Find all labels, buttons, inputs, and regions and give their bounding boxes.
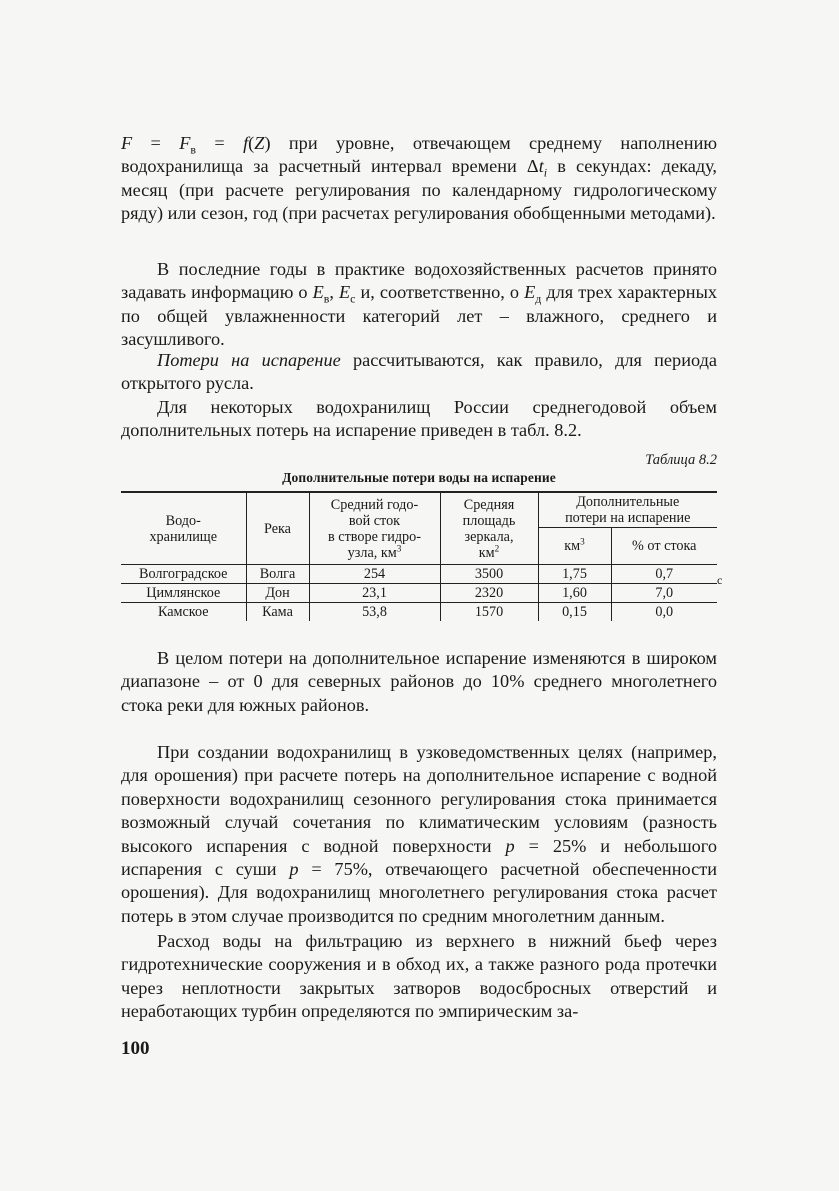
paragraph-text: рассчитываются, как правило, для периода открытого русла. (121, 350, 718, 394)
paragraph-text: и, соответственно, о (355, 282, 525, 303)
column-header-area (440, 492, 538, 565)
header-line: вой сток (348, 512, 401, 529)
paragraph: Для некоторых водохранилищ России среднегодовой объем дополнительных потерь на испарение приведен в табл. 8.2. (121, 397, 717, 441)
evaporation-losses-table (121, 491, 717, 621)
header-line: в створе гидро- (328, 528, 421, 545)
header-line: Водо- (165, 512, 201, 529)
formula-text: F (179, 133, 191, 153)
formula-text: p (289, 859, 299, 880)
paragraph-area-formula (121, 132, 717, 226)
header-superscript: 3 (580, 536, 585, 547)
formula-text: Z (254, 133, 265, 153)
page-number: 100 (121, 1038, 150, 1059)
header-superscript: 3 (396, 542, 402, 553)
paragraph-irrigation (121, 741, 717, 928)
paragraph-text: для трех характерных по общей увлажненности категорий лет – влажного, среднего и засушливого. (121, 282, 717, 350)
paragraph: В целом потери на дополнительное испарение изменяются в широком диапазоне – от 0 для северных районов до 10% среднего многолетнего стока реки для южных районов. (121, 648, 717, 715)
paragraph-text: , (329, 282, 339, 303)
formula-text: E (312, 282, 324, 303)
header-line: зеркала, (464, 528, 514, 545)
cell-percent: 7,0 (611, 584, 717, 603)
table-row (121, 565, 717, 584)
header-line: Средняя (463, 496, 515, 513)
formula-text: t (538, 156, 544, 177)
header-line: Средний годо- (330, 496, 419, 513)
paragraph-text: В последние годы в практике водохозяйственных расчетов принято задавать информацию о (121, 259, 717, 303)
cell-area: 1570 (440, 603, 538, 622)
paragraph-evaporation-losses (121, 349, 717, 396)
cell-area: 2320 (440, 584, 538, 603)
paragraph-range (121, 647, 717, 717)
cell-percent: 0,7 (611, 565, 717, 584)
formula-text: E (524, 282, 536, 303)
paragraph (121, 258, 717, 352)
cell-river: Дон (246, 584, 309, 603)
paragraph: Расход воды на фильтрацию из верхнего в нижний бьеф через гидротехнические сооружения и в обход их, а также разного рода протечки через неплотности закрытых затворов водосбросных отверстий и неработающих турбин определяются по эмпирическим за- (121, 931, 717, 1022)
cell-area: 3500 (440, 565, 538, 584)
cell-reservoir: Волгоградское (121, 565, 246, 584)
cell-runoff: 53,8 (309, 603, 440, 622)
formula-text: F (121, 133, 133, 153)
table-caption: Таблица 8.2 (645, 452, 717, 468)
formula-text: E (338, 282, 351, 303)
formula-text: ( (248, 133, 255, 153)
formula-subscript: в (323, 292, 330, 307)
header-line: км (478, 544, 495, 561)
formula-subscript: с (350, 292, 356, 307)
column-header-reservoir (121, 492, 246, 565)
cell-river: Волга (246, 565, 309, 584)
paragraph-text: = 75%, отвечающего расчетной обеспеченности орошения). Для водохранилищ многолетнего регулирования стока расчет потерь в этом случае производится по средним многолетним данным. (121, 859, 717, 926)
column-header-percent: % от стока (611, 528, 717, 565)
paragraph-filtration (121, 930, 717, 1024)
cell-km3: 1,75 (538, 565, 611, 584)
cell-reservoir: Камское (121, 603, 246, 622)
italic-term: Потери на испарение (157, 350, 341, 370)
header-line: хранилище (149, 528, 218, 545)
header-superscript: 2 (494, 542, 500, 553)
paragraph-table-reference (121, 396, 717, 443)
cell-km3: 0,15 (538, 603, 611, 622)
paragraph-text: в секундах: декаду, месяц (при расчете регулирования по календарному гидрологическому ряду) или сезон, год (при расчетах регулирования обобщенными методами). (121, 156, 717, 224)
column-header-losses (538, 492, 717, 528)
formula-text: p (505, 835, 515, 856)
formula-text: = (196, 133, 244, 153)
paragraph-text: При создании водохранилищ в узковедомственных целях (например, для орошения) при расчете потерь на дополнительное испарение с водной поверхности водохранилищ сезонного регулирования стока принимается возможный случай сочетания по климатическим условиям (разность высокого испарения с водной поверхности (121, 742, 717, 856)
column-header-runoff (309, 492, 440, 565)
header-line: потери на испарение (565, 510, 691, 526)
cell-river: Кама (246, 603, 309, 622)
paragraph-evaporation-info (121, 258, 717, 352)
cell-reservoir: Цимлянское (121, 584, 246, 603)
formula-subscript: i (543, 166, 548, 181)
header-line: Дополнительные (576, 494, 680, 510)
header-line: площадь (462, 512, 516, 529)
cell-runoff: 23,1 (309, 584, 440, 603)
table-row (121, 584, 717, 603)
column-header-km3 (538, 528, 611, 565)
paragraph (121, 132, 717, 226)
table-title: Дополнительные потери воды на испарение (282, 470, 556, 485)
cell-km3: 1,60 (538, 584, 611, 603)
paragraph-text: ) при уровне, отвечающем среднему наполнению водохранилища за расчетный интервал времени Δ (121, 133, 718, 177)
cell-runoff: 254 (309, 565, 440, 584)
formula-text: = (132, 133, 180, 153)
paragraph (121, 741, 717, 928)
paragraph-text: = 25% и небольшого испарения с суши (121, 835, 717, 880)
formula-subscript: в (190, 142, 197, 157)
header-line: км (564, 538, 581, 554)
formula-text: f (243, 133, 249, 153)
header-line: узла, км (347, 544, 397, 561)
margin-mark: с (717, 573, 723, 587)
paragraph (121, 349, 717, 396)
cell-percent: 0,0 (611, 603, 717, 622)
formula-subscript: д (535, 292, 542, 307)
column-header-river: Река (246, 492, 309, 565)
table-row (121, 603, 717, 622)
